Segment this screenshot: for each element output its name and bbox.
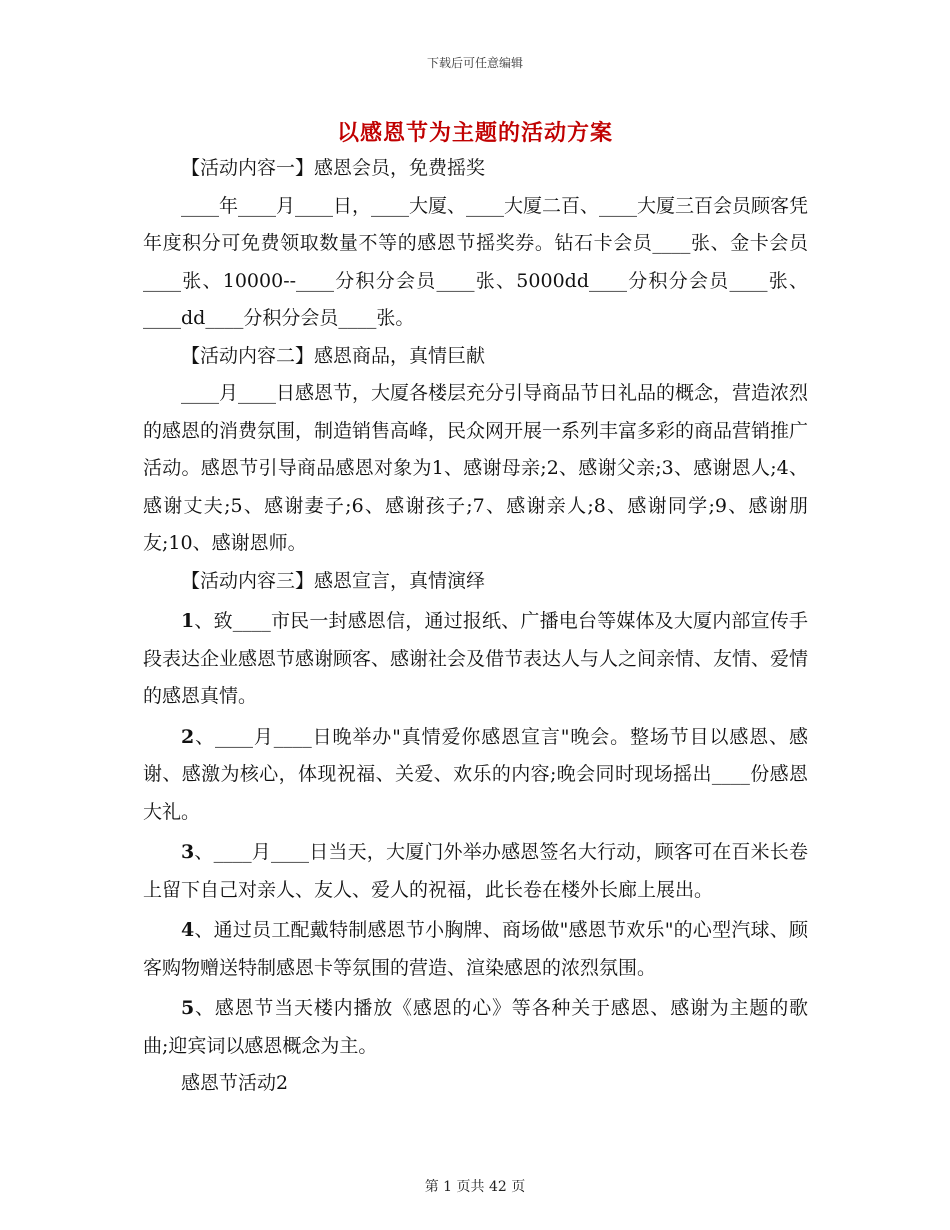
item-number: 4 xyxy=(181,919,195,941)
item-text: 、____月____日当天，大厦门外举办感恩签名大行动，顾客可在百米长卷上留下自己对亲人、友人、爱人的祝福，此长卷在楼外长廊上展出。 xyxy=(143,841,808,901)
closing-line: 感恩节活动2 xyxy=(181,1072,289,1094)
section-3-heading: 【活动内容三】感恩宣言，真情演绎 xyxy=(181,569,486,592)
list-item-3 xyxy=(143,834,808,909)
document-title: 以感恩节为主题的活动方案 xyxy=(336,120,613,146)
list-item-2 xyxy=(143,719,808,832)
section-1-heading: 【活动内容一】感恩会员，免费摇奖 xyxy=(181,157,486,179)
item-text: 、通过员工配戴特制感恩节小胸牌、商场做"感恩节欢乐"的心型汽球、顾客购物赠送特制感恩卡等氛围的营造、渲染感恩的浓烈氛围。 xyxy=(143,919,808,979)
list-item-5 xyxy=(143,990,808,1065)
page-header: 下载后可任意编辑 xyxy=(426,56,523,70)
item-number: 2 xyxy=(181,725,195,748)
item-text: 、感恩节当天楼内播放《感恩的心》等各种关于感恩、感谢为主题的歌曲;迎宾词以感恩概念为主。 xyxy=(143,997,808,1057)
page-footer: 第 1 页共 42 页 xyxy=(424,1179,526,1195)
section-2-heading: 【活动内容二】感恩商品，真情巨献 xyxy=(181,344,486,367)
item-text: 、____月____日晚举办"真情爱你感恩宣言"晚会。整场节目以感恩、感谢、感激为核心，体现祝福、关爱、欢乐的内容;晚会同时现场摇出____份感恩大礼。 xyxy=(143,725,808,823)
section-2-text: ____月____日感恩节，大厦各楼层充分引导商品节日礼品的概念，营造浓烈的感恩的消费氛围，制造销售高峰，民众网开展一系列丰富多彩的商品营销推广活动。感恩节引导商品感恩对象为1、感谢母亲;2、感谢父亲;3、感谢恩人;4、感谢丈夫;5、感谢妻子;6、感谢孩子;7、感谢亲人;8、感谢同学;9、感谢朋友;10、感谢恩师。 xyxy=(143,382,809,554)
item-number: 3 xyxy=(181,841,195,863)
item-number: 5 xyxy=(181,997,195,1019)
item-text: 、致____市民一封感恩信，通过报纸、广播电台等媒体及大厦内部宣传手段表达企业感恩节感谢顾客、感谢社会及借节表达人与人之间亲情、友情、爱情的感恩真情。 xyxy=(143,610,809,707)
section-1-text: ____年____月____日，____大厦、____大厦二百、____大厦三百会员顾客凭年度积分可免费领取数量不等的感恩节摇奖券。钻石卡会员____张、金卡会员____张、10000--____分积分会员____张、5000dd____分积分会员____张、____dd____分积分会员____张。 xyxy=(143,194,809,329)
list-item-1 xyxy=(143,603,808,716)
document-body xyxy=(143,150,808,1103)
item-number: 1 xyxy=(181,610,195,632)
list-item-4 xyxy=(143,912,808,987)
